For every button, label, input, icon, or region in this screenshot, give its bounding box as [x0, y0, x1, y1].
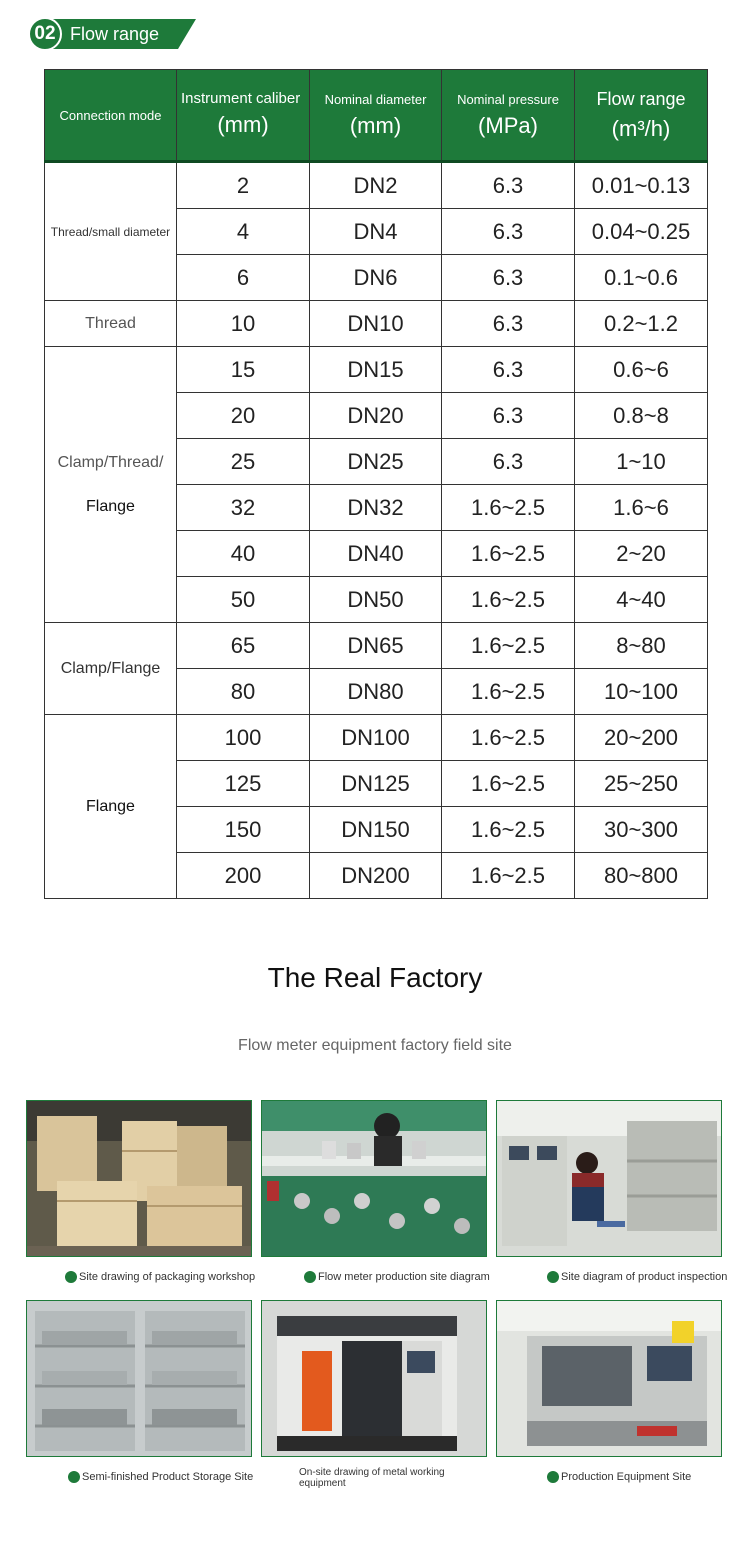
pressure-cell: 1.6~2.5 [442, 715, 575, 761]
caliber-cell: 150 [177, 807, 310, 853]
bullet-icon [547, 1271, 559, 1283]
flow-cell: 20~200 [575, 715, 708, 761]
caption-metal-working: On-site drawing of metal working equipment [299, 1467, 445, 1489]
flow-cell: 30~300 [575, 807, 708, 853]
bullet-icon [65, 1271, 77, 1283]
diameter-cell: DN125 [310, 761, 442, 807]
caption-production: Flow meter production site diagram [304, 1271, 490, 1291]
table-row [45, 162, 708, 209]
pressure-cell: 6.3 [442, 209, 575, 255]
factory-title: The Real Factory [267, 962, 483, 993]
diameter-cell: DN2 [310, 162, 442, 209]
caliber-cell: 25 [177, 439, 310, 485]
pressure-cell: 1.6~2.5 [442, 577, 575, 623]
caliber-cell: 40 [177, 531, 310, 577]
pressure-cell: 1.6~2.5 [442, 853, 575, 899]
connection-mode-cell: Clamp/Thread/ Flange [45, 347, 177, 623]
header-connection-mode: Connection mode [45, 70, 177, 162]
flow-cell: 0.01~0.13 [575, 162, 708, 209]
caliber-cell: 125 [177, 761, 310, 807]
connection-mode-cell: Thread [45, 301, 177, 347]
section-badge [28, 17, 198, 51]
production-site-photo [261, 1100, 487, 1257]
caliber-cell: 4 [177, 209, 310, 255]
flow-cell: 0.8~8 [575, 393, 708, 439]
bullet-icon [547, 1471, 559, 1483]
caliber-cell: 200 [177, 853, 310, 899]
caliber-cell: 10 [177, 301, 310, 347]
caliber-cell: 20 [177, 393, 310, 439]
diameter-cell: DN50 [310, 577, 442, 623]
header-nominal-diameter: Nominal diameter (mm) [310, 70, 442, 162]
diameter-cell: DN25 [310, 439, 442, 485]
diameter-cell: DN200 [310, 853, 442, 899]
caliber-cell: 50 [177, 577, 310, 623]
caliber-cell: 65 [177, 623, 310, 669]
metal-working-photo [261, 1300, 487, 1457]
pressure-cell: 1.6~2.5 [442, 531, 575, 577]
caption-packaging: Site drawing of packaging workshop [65, 1271, 255, 1291]
diameter-cell: DN150 [310, 807, 442, 853]
caliber-cell: 100 [177, 715, 310, 761]
diameter-cell: DN32 [310, 485, 442, 531]
diameter-cell: DN40 [310, 531, 442, 577]
flow-cell: 10~100 [575, 669, 708, 715]
flow-cell: 0.1~0.6 [575, 255, 708, 301]
header-flow-range: Flow range (m³/h) [575, 70, 708, 162]
diameter-cell: DN80 [310, 669, 442, 715]
flow-cell: 8~80 [575, 623, 708, 669]
caption-equipment: Production Equipment Site [547, 1471, 691, 1491]
pressure-cell: 1.6~2.5 [442, 807, 575, 853]
packaging-workshop-photo [26, 1100, 252, 1257]
diameter-cell: DN15 [310, 347, 442, 393]
pressure-cell: 6.3 [442, 393, 575, 439]
header-nominal-pressure: Nominal pressure (MPa) [442, 70, 575, 162]
caption-storage: Semi-finished Product Storage Site [68, 1471, 253, 1491]
pressure-cell: 6.3 [442, 162, 575, 209]
table-row [45, 623, 708, 669]
flow-cell: 0.6~6 [575, 347, 708, 393]
pressure-cell: 1.6~2.5 [442, 623, 575, 669]
caliber-cell: 6 [177, 255, 310, 301]
flow-range-table [44, 69, 708, 899]
flow-cell: 1~10 [575, 439, 708, 485]
flow-cell: 0.2~1.2 [575, 301, 708, 347]
bullet-icon [68, 1471, 80, 1483]
caliber-cell: 32 [177, 485, 310, 531]
pressure-cell: 1.6~2.5 [442, 669, 575, 715]
diameter-cell: DN20 [310, 393, 442, 439]
caliber-cell: 2 [177, 162, 310, 209]
flow-cell: 2~20 [575, 531, 708, 577]
flow-cell: 80~800 [575, 853, 708, 899]
pressure-cell: 6.3 [442, 347, 575, 393]
pressure-cell: 6.3 [442, 255, 575, 301]
pressure-cell: 1.6~2.5 [442, 485, 575, 531]
pressure-cell: 6.3 [442, 439, 575, 485]
production-equipment-photo [496, 1300, 722, 1457]
table-row [45, 715, 708, 761]
diameter-cell: DN4 [310, 209, 442, 255]
flow-cell: 1.6~6 [575, 485, 708, 531]
factory-subtitle: Flow meter equipment factory field site [238, 1037, 512, 1054]
table-row [45, 347, 708, 393]
connection-mode-cell: Flange [45, 715, 177, 899]
connection-mode-cell: Clamp/Flange [45, 623, 177, 715]
header-instrument-caliber: Instrument caliber (mm) [177, 70, 310, 162]
table-row [45, 301, 708, 347]
diameter-cell: DN6 [310, 255, 442, 301]
pressure-cell: 1.6~2.5 [442, 761, 575, 807]
connection-mode-cell: Thread/small diameter [45, 162, 177, 301]
flow-cell: 4~40 [575, 577, 708, 623]
caliber-cell: 80 [177, 669, 310, 715]
pressure-cell: 6.3 [442, 301, 575, 347]
inspection-site-photo [496, 1100, 722, 1257]
diameter-cell: DN65 [310, 623, 442, 669]
caption-inspection: Site diagram of product inspection [547, 1271, 727, 1291]
bullet-icon [304, 1271, 316, 1283]
flow-cell: 25~250 [575, 761, 708, 807]
badge-number: 02 [28, 17, 62, 51]
caliber-cell: 15 [177, 347, 310, 393]
diameter-cell: DN10 [310, 301, 442, 347]
storage-site-photo [26, 1300, 252, 1457]
table-header-row [45, 70, 708, 162]
badge-title: Flow range [70, 24, 160, 44]
flow-cell: 0.04~0.25 [575, 209, 708, 255]
diameter-cell: DN100 [310, 715, 442, 761]
